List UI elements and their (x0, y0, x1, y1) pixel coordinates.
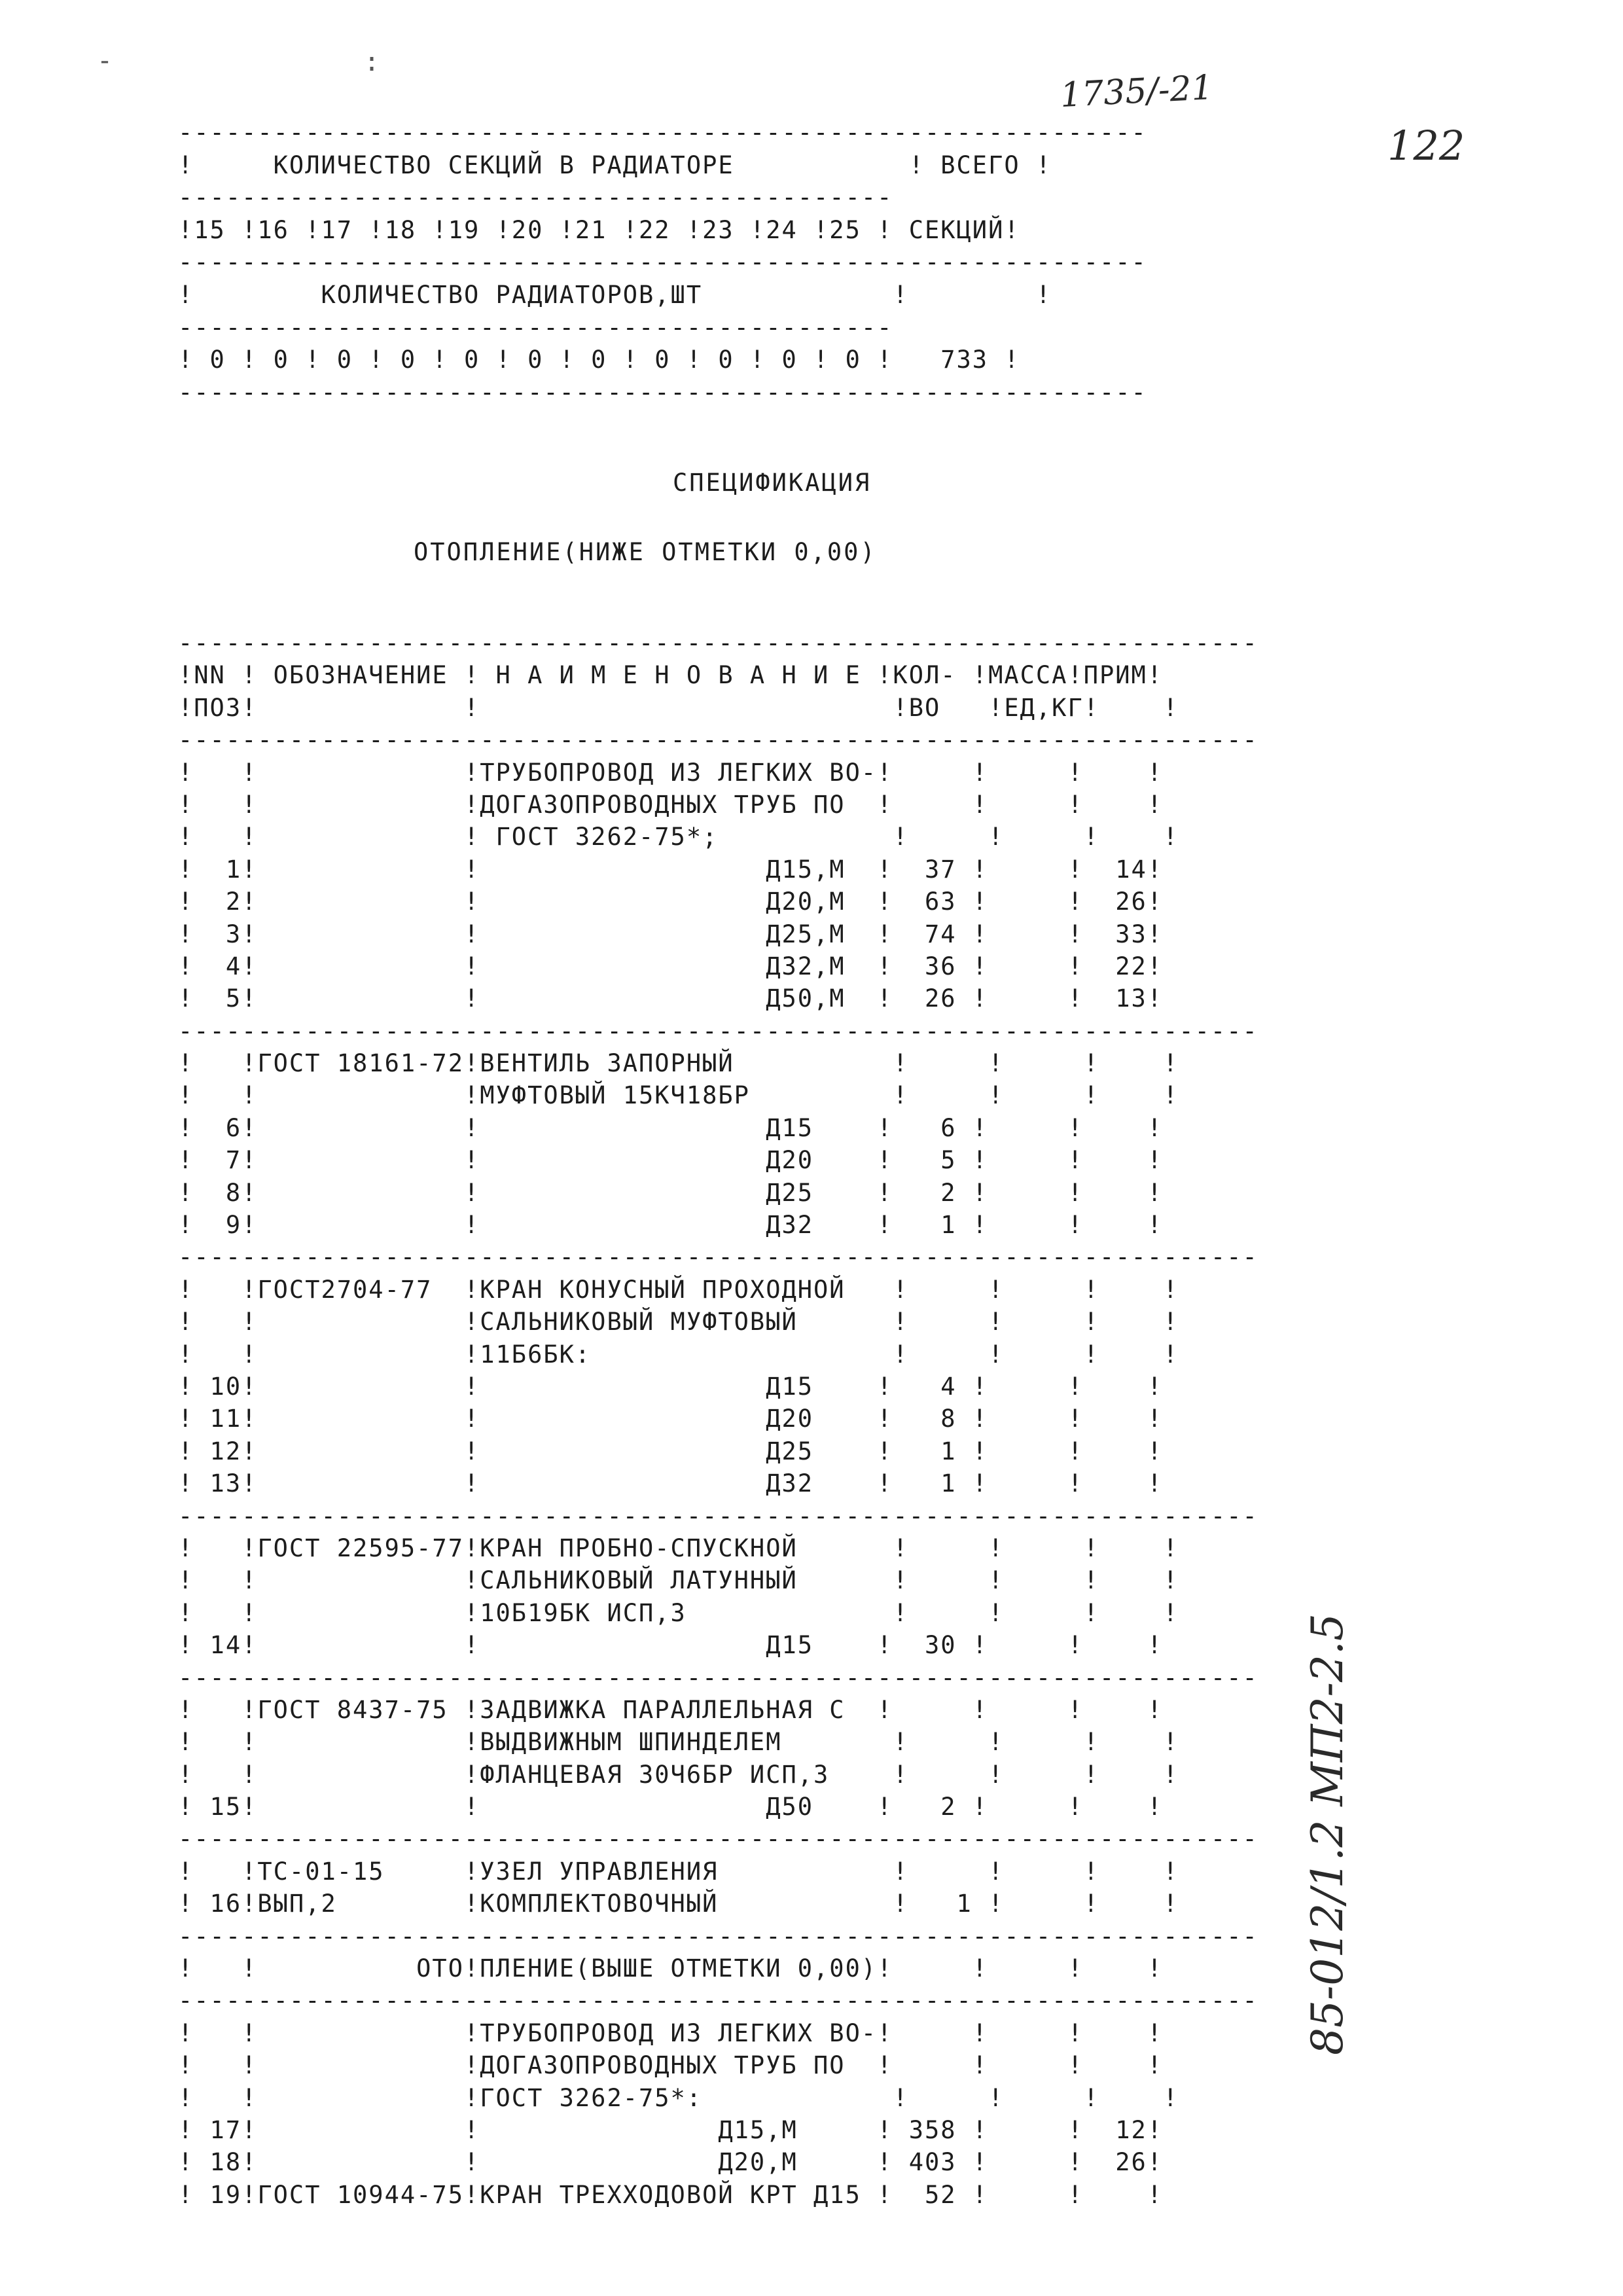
spec-table-line: ! 13! ! Д32 ! 1 ! ! ! (178, 1469, 1164, 1498)
radiator-table-line: --------------------------------------------- (178, 313, 893, 342)
spec-table-line: ! 3! ! Д25,М ! 74 ! ! 33! (178, 920, 1164, 948)
margin-mark-dash: - (97, 46, 113, 76)
spec-table-line: ! 9! ! Д32 ! 1 ! ! ! (178, 1211, 1164, 1240)
radiator-table-line: ------------------------------------------------------------- (178, 248, 1147, 277)
radiator-table-line: ! КОЛИЧЕСТВО СЕКЦИЙ В РАДИАТОРЕ ! ВСЕГО ! (178, 151, 1052, 179)
spec-table-line: !NN ! ОБОЗНАЧЕНИЕ ! Н А И М Е Н О В А Н И Е !КОЛ- !МАССА!ПРИМ! (178, 661, 1164, 690)
spec-table-line: -------------------------------------------------------------------- (178, 1825, 1258, 1854)
spec-table-line: ! 4! ! Д32,М ! 36 ! ! 22! (178, 952, 1164, 980)
spec-table-line: -------------------------------------------------------------------- (178, 726, 1258, 755)
specification-title: СПЕЦИФИКАЦИЯ (673, 469, 872, 497)
spec-table-line: ! 8! ! Д25 ! 2 ! ! ! (178, 1178, 1164, 1207)
radiator-table-line: ------------------------------------------------------------- (178, 378, 1147, 406)
spec-table-line: ! ! !ГОСТ 3262-75*: ! ! ! ! (178, 2083, 1179, 2112)
spec-table-line: ! 17! ! Д15,М ! 358 ! ! 12! (178, 2115, 1164, 2144)
spec-table-line: ! !ТС-01-15 !УЗЕЛ УПРАВЛЕНИЯ ! ! ! ! (178, 1857, 1179, 1886)
radiator-table-line: ! 0 ! 0 ! 0 ! 0 ! 0 ! 0 ! 0 ! 0 ! 0 ! 0 ! 0 ! 733 ! (178, 346, 1020, 374)
spec-table-line: -------------------------------------------------------------------- (178, 629, 1258, 657)
spec-table-line: ! ! !МУФТОВЫЙ 15КЧ18БР ! ! ! ! (178, 1081, 1179, 1110)
radiator-count-table (178, 117, 1147, 408)
spec-table-line: ! ! !ДОГАЗОПРОВОДНЫХ ТРУБ ПО ! ! ! ! (178, 2051, 1164, 2080)
specification-table (178, 627, 1258, 2211)
spec-table-line: ! !ГОСТ2704-77 !КРАН КОНУСНЫЙ ПРОХОДНОЙ ! ! ! ! (178, 1275, 1179, 1304)
handwritten-page-number: 122 (1387, 122, 1465, 170)
spec-table-line: ! 18! ! Д20,М ! 403 ! ! 26! (178, 2148, 1164, 2177)
spec-table-line: -------------------------------------------------------------------- (178, 1016, 1258, 1045)
spec-table-line: -------------------------------------------------------------------- (178, 1986, 1258, 2015)
spec-table-line: ! 12! ! Д25 ! 1 ! ! ! (178, 1437, 1164, 1465)
handwritten-side-stamp: 85-012/1.2 МП2-2.5 (1302, 1613, 1353, 2055)
spec-table-line: ! 2! ! Д20,М ! 63 ! ! 26! (178, 888, 1164, 916)
radiator-table-line: ------------------------------------------------------------- (178, 118, 1147, 147)
spec-table-line: ! 7! ! Д20 ! 5 ! ! ! (178, 1146, 1164, 1175)
spec-table-line: ! ! !САЛЬНИКОВЫЙ МУФТОВЫЙ ! ! ! ! (178, 1308, 1179, 1336)
spec-table-line: ! 5! ! Д50,М ! 26 ! ! 13! (178, 984, 1164, 1013)
spec-table-line: ! ! !ФЛАНЦЕВАЯ 30Ч6БР ИСП,3 ! ! ! ! (178, 1760, 1179, 1789)
spec-table-line: !ПОЗ! ! !ВО !ЕД,КГ! ! (178, 693, 1179, 722)
spec-table-line: ! 11! ! Д20 ! 8 ! ! ! (178, 1405, 1164, 1433)
spec-table-line: ! !ГОСТ 18161-72!ВЕНТИЛЬ ЗАПОРНЫЙ ! ! ! ! (178, 1049, 1179, 1078)
spec-table-line: ! 10! ! Д15 ! 4 ! ! ! (178, 1372, 1164, 1401)
spec-table-line: ! 6! ! Д15 ! 6 ! ! ! (178, 1113, 1164, 1142)
spec-table-line: ! !ГОСТ 22595-77!КРАН ПРОБНО-СПУСКНОЙ ! ! ! ! (178, 1534, 1179, 1562)
radiator-table-line: !15 !16 !17 !18 !19 !20 !21 !22 !23 !24 !25 ! СЕКЦИЙ! (178, 215, 1020, 244)
spec-table-line: ! 14! ! Д15 ! 30 ! ! ! (178, 1631, 1164, 1660)
spec-table-line: ! ! !11Б6БК: ! ! ! ! (178, 1340, 1179, 1369)
radiator-table-line: ! КОЛИЧЕСТВО РАДИАТОРОВ,ШТ ! ! (178, 280, 1052, 309)
spec-table-line: ! ! !ВЫДВИЖНЫМ ШПИНДЕЛЕМ ! ! ! ! (178, 1728, 1179, 1757)
spec-table-line: ! ! ОТО!ПЛЕНИЕ(ВЫШЕ ОТМЕТКИ 0,00)! ! ! ! (178, 1954, 1164, 1983)
spec-table-line: ! ! !ТРУБОПРОВОД ИЗ ЛЕГКИХ ВО-! ! ! ! (178, 2018, 1164, 2047)
spec-table-line: -------------------------------------------------------------------- (178, 1501, 1258, 1530)
spec-table-line: -------------------------------------------------------------------- (178, 1922, 1258, 1950)
spec-table-line: -------------------------------------------------------------------- (178, 1243, 1258, 1272)
spec-table-line: ! !ГОСТ 8437-75 !ЗАДВИЖКА ПАРАЛЛЕЛЬНАЯ С ! ! ! ! (178, 1695, 1164, 1724)
radiator-table-line: --------------------------------------------- (178, 183, 893, 212)
handwritten-document-number: 1735/-21 (1059, 67, 1215, 116)
spec-table-line: -------------------------------------------------------------------- (178, 1663, 1258, 1692)
spec-table-line: ! ! !10Б19БК ИСП,3 ! ! ! ! (178, 1598, 1179, 1627)
margin-mark-colon: : (364, 47, 380, 77)
spec-table-line: ! 1! ! Д15,М ! 37 ! ! 14! (178, 855, 1164, 884)
spec-table-line: ! 15! ! Д50 ! 2 ! ! ! (178, 1793, 1164, 1821)
spec-table-line: ! ! !САЛЬНИКОВЫЙ ЛАТУННЫЙ ! ! ! ! (178, 1566, 1179, 1595)
section-title: ОТОПЛЕНИЕ(НИЖЕ ОТМЕТКИ 0,00) (414, 538, 877, 566)
spec-table-line: ! ! !ТРУБОПРОВОД ИЗ ЛЕГКИХ ВО-! ! ! ! (178, 758, 1164, 787)
spec-table-line: ! ! ! ГОСТ 3262-75*; ! ! ! ! (178, 823, 1179, 852)
spec-table-line: ! ! !ДОГАЗОПРОВОДНЫХ ТРУБ ПО ! ! ! ! (178, 790, 1164, 819)
spec-table-line: ! 16!ВЫП,2 !КОМПЛЕКТОВОЧНЫЙ ! 1 ! ! ! (178, 1890, 1179, 1918)
spec-table-line: ! 19!ГОСТ 10944-75!КРАН ТРЕХХОДОВОЙ КРТ Д15 ! 52 ! ! ! (178, 2180, 1164, 2209)
